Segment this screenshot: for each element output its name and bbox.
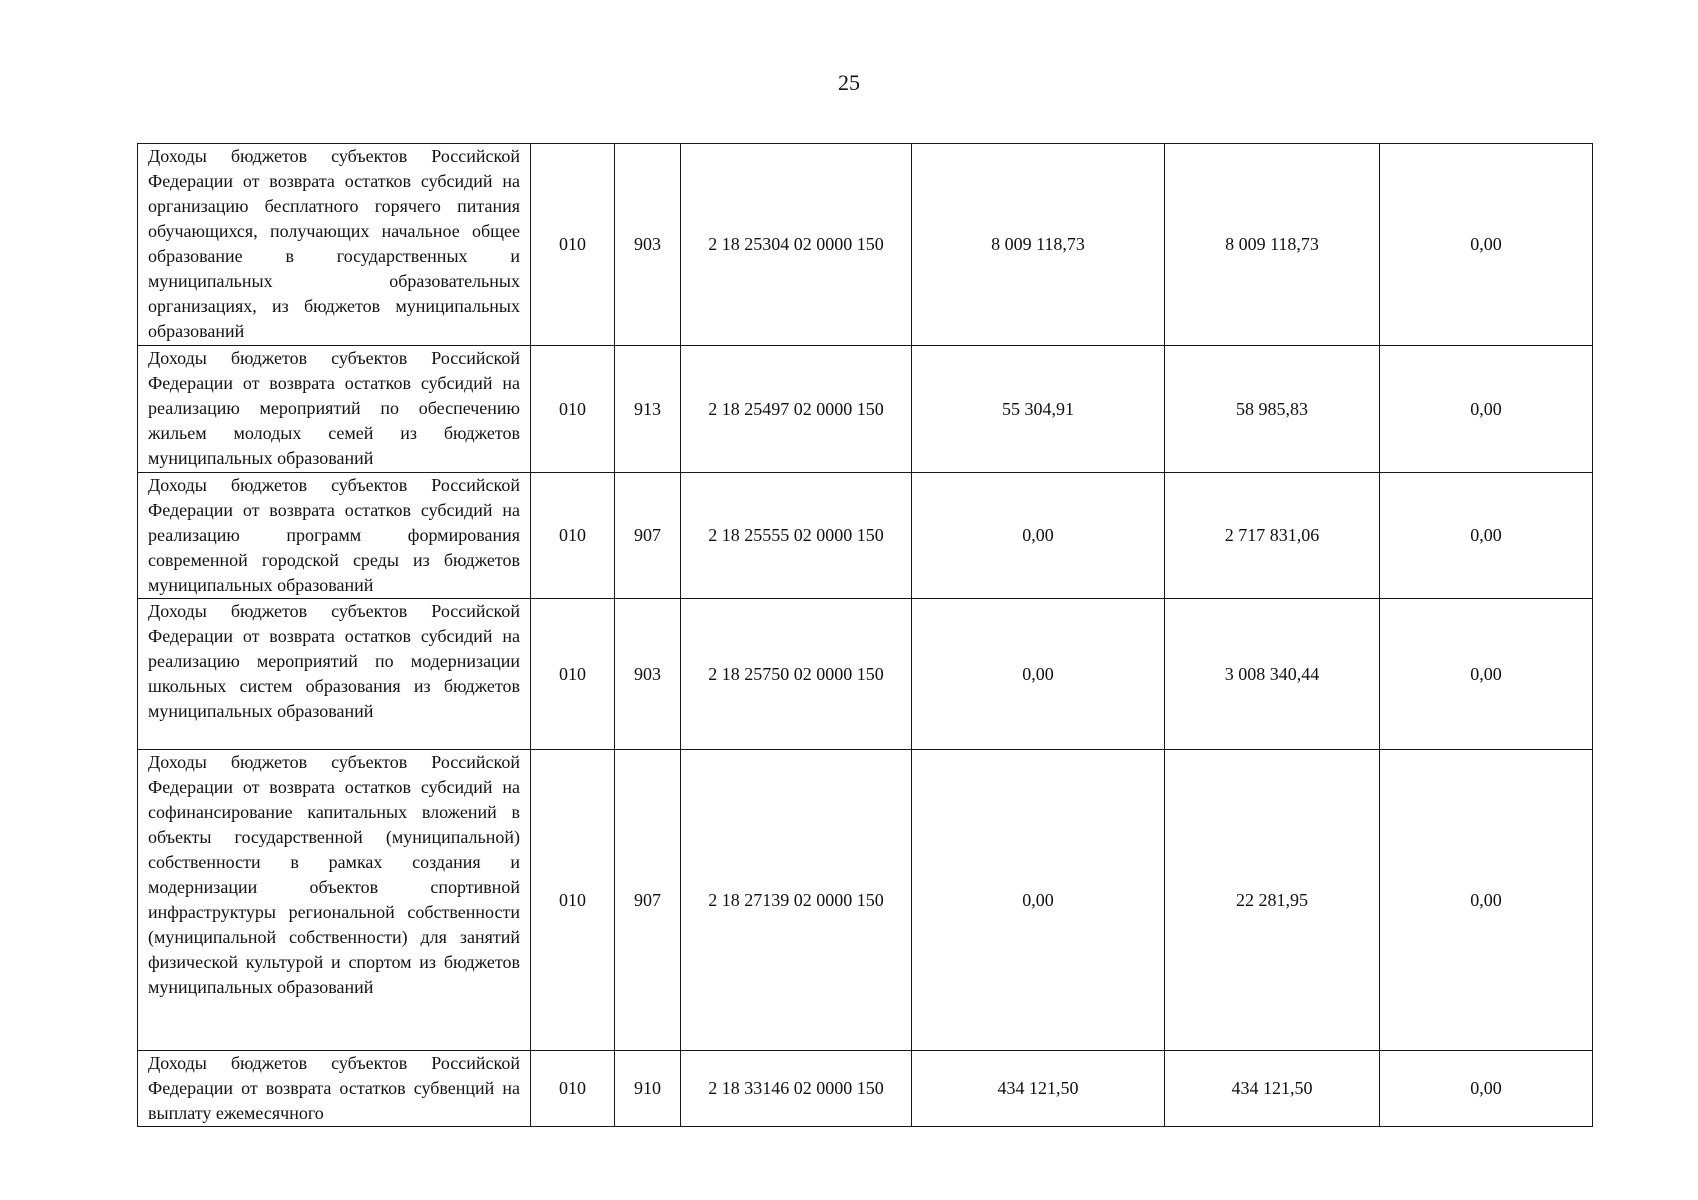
row-col-b: 903	[615, 599, 681, 750]
row-col-a: 010	[531, 346, 615, 473]
budget-income-table	[137, 143, 1593, 1127]
row-income-code: 2 18 25555 02 0000 150	[681, 473, 912, 599]
row-income-code: 2 18 25497 02 0000 150	[681, 346, 912, 473]
row-col-a: 010	[531, 473, 615, 599]
row-income-code: 2 18 25304 02 0000 150	[681, 144, 912, 346]
row-value-2: 3 008 340,44	[1165, 599, 1380, 750]
table-row	[138, 1051, 1593, 1127]
row-description: Доходы бюджетов субъектов Российской Федерации от возврата остатков субвенций на выплату ежемесячного	[138, 1051, 531, 1127]
row-description: Доходы бюджетов субъектов Российской Федерации от возврата остатков субсидий на реализацию мероприятий по модернизации школьных систем образования из бюджетов муниципальных образований	[138, 599, 531, 750]
row-value-1: 0,00	[912, 750, 1165, 1051]
row-col-a: 010	[531, 1051, 615, 1127]
row-col-a: 010	[531, 750, 615, 1051]
row-col-b: 913	[615, 346, 681, 473]
table-row	[138, 144, 1593, 346]
row-col-a: 010	[531, 599, 615, 750]
row-value-1: 8 009 118,73	[912, 144, 1165, 346]
row-value-2: 58 985,83	[1165, 346, 1380, 473]
table-row	[138, 599, 1593, 750]
row-income-code: 2 18 25750 02 0000 150	[681, 599, 912, 750]
row-col-a: 010	[531, 144, 615, 346]
table-row	[138, 750, 1593, 1051]
row-value-3: 0,00	[1380, 144, 1593, 346]
page-number: 25	[838, 70, 860, 95]
row-description: Доходы бюджетов субъектов Российской Федерации от возврата остатков субсидий на реализацию программ формирования современной городской среды из бюджетов муниципальных образований	[138, 473, 531, 599]
row-description: Доходы бюджетов субъектов Российской Федерации от возврата остатков субсидий на реализацию мероприятий по обеспечению жильем молодых семей из бюджетов муниципальных образований	[138, 346, 531, 473]
row-value-1: 434 121,50	[912, 1051, 1165, 1127]
row-value-1: 55 304,91	[912, 346, 1165, 473]
row-value-3: 0,00	[1380, 346, 1593, 473]
row-value-3: 0,00	[1380, 1051, 1593, 1127]
row-value-2: 2 717 831,06	[1165, 473, 1380, 599]
row-value-2: 22 281,95	[1165, 750, 1380, 1051]
row-col-b: 907	[615, 750, 681, 1051]
row-description: Доходы бюджетов субъектов Российской Федерации от возврата остатков субсидий на софинансирование капитальных вложений в объекты государственной (муниципальной) собственности в рамках создания и модернизации объектов спортивной инфраструктуры региональной собственности (муниципальной собственности) для занятий физической культурой и спортом из бюджетов муниципальных образований	[138, 750, 531, 1051]
row-value-1: 0,00	[912, 599, 1165, 750]
row-value-3: 0,00	[1380, 599, 1593, 750]
row-value-3: 0,00	[1380, 473, 1593, 599]
row-description: Доходы бюджетов субъектов Российской Федерации от возврата остатков субсидий на организацию бесплатного горячего питания обучающихся, получающих начальное общее образование в государственных и муниципальных образовательных организациях, из бюджетов муниципальных образований	[138, 144, 531, 346]
row-col-b: 907	[615, 473, 681, 599]
row-value-1: 0,00	[912, 473, 1165, 599]
row-income-code: 2 18 27139 02 0000 150	[681, 750, 912, 1051]
row-col-b: 903	[615, 144, 681, 346]
row-col-b: 910	[615, 1051, 681, 1127]
table-row	[138, 346, 1593, 473]
row-value-3: 0,00	[1380, 750, 1593, 1051]
row-value-2: 434 121,50	[1165, 1051, 1380, 1127]
table-row	[138, 473, 1593, 599]
row-income-code: 2 18 33146 02 0000 150	[681, 1051, 912, 1127]
row-value-2: 8 009 118,73	[1165, 144, 1380, 346]
